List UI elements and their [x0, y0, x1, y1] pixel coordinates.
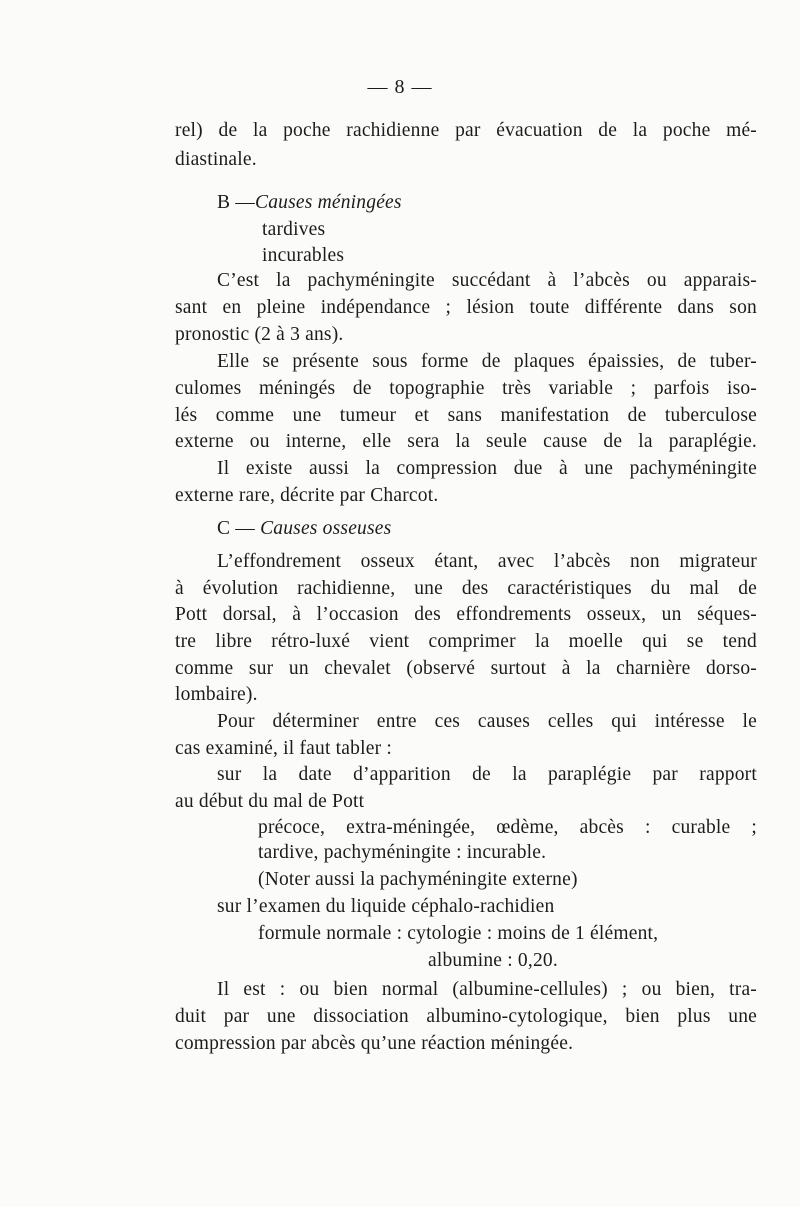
text-line: lombaire).	[175, 684, 258, 705]
text-line: externe rare, décrite par Charcot.	[175, 485, 439, 506]
section-title: Causes osseuses	[260, 518, 392, 539]
text-line: au début du mal de Pott	[175, 791, 365, 812]
text-line: formule normale : cytologie : moins de 1 élément,	[258, 923, 659, 944]
text-line: à évolution rachidienne, une des caractéristiques du mal de	[175, 578, 757, 599]
section-title: Causes méningées	[254, 192, 402, 213]
text-line: tardive, pachyméningite : incurable.	[258, 842, 547, 863]
text-line: L’effondrement osseux étant, avec l’abcès non migrateur	[217, 551, 757, 572]
text-line: incurables	[262, 245, 345, 266]
text-line: Il existe aussi la compression due à une pachyméningite	[217, 458, 757, 479]
text-line: tardives	[262, 219, 326, 240]
text-line: C’est la pachyméningite succédant à l’abcès ou apparais-	[217, 270, 757, 291]
section-heading-c	[217, 517, 391, 541]
text-line: Elle se présente sous forme de plaques épaissies, de tuber-	[217, 351, 757, 372]
text-line: cas examiné, il faut tabler :	[175, 738, 392, 759]
text-line: sur l’examen du liquide céphalo-rachidien	[217, 896, 555, 917]
text-line: Il est : ou bien normal (albumine-cellules) ; ou bien, tra-	[217, 979, 757, 1000]
text-line: compression par abcès qu’une réaction méningée.	[175, 1033, 574, 1054]
text-line: diastinale.	[175, 149, 257, 170]
text-line: rel) de la poche rachidienne par évacuation de la poche mé-	[175, 120, 757, 141]
section-letter: C —	[217, 518, 255, 539]
text-line: comme sur un chevalet (observé surtout à la charnière dorso-	[175, 658, 757, 679]
text-line: (Noter aussi la pachyméningite externe)	[258, 869, 578, 890]
text-line: externe ou interne, elle sera la seule cause de la paraplégie.	[175, 431, 757, 452]
text-line: sant en pleine indépendance ; lésion toute différente dans son	[175, 297, 757, 318]
text-line: précoce, extra-méningée, œdème, abcès : curable ;	[258, 817, 757, 838]
text-line: duit par une dissociation albumino-cytologique, bien plus une	[175, 1006, 757, 1027]
text-line: albumine : 0,20.	[428, 950, 558, 971]
text-line: tre libre rétro-luxé vient comprimer la moelle qui se tend	[175, 631, 757, 652]
text-line: pronostic (2 à 3 ans).	[175, 324, 344, 345]
section-heading-b	[217, 191, 402, 215]
section-letter: B —	[217, 192, 255, 213]
text-line: sur la date d’apparition de la paraplégie par rapport	[217, 764, 757, 785]
text-line: culomes méningés de topographie très variable ; parfois iso-	[175, 378, 757, 399]
text-line: lés comme une tumeur et sans manifestation de tuberculose	[175, 405, 757, 426]
text-line: Pour déterminer entre ces causes celles qui intéresse le	[217, 711, 757, 732]
text-line: Pott dorsal, à l’occasion des effondrements osseux, un séques-	[175, 604, 757, 625]
page-number: — 8 —	[367, 76, 433, 98]
